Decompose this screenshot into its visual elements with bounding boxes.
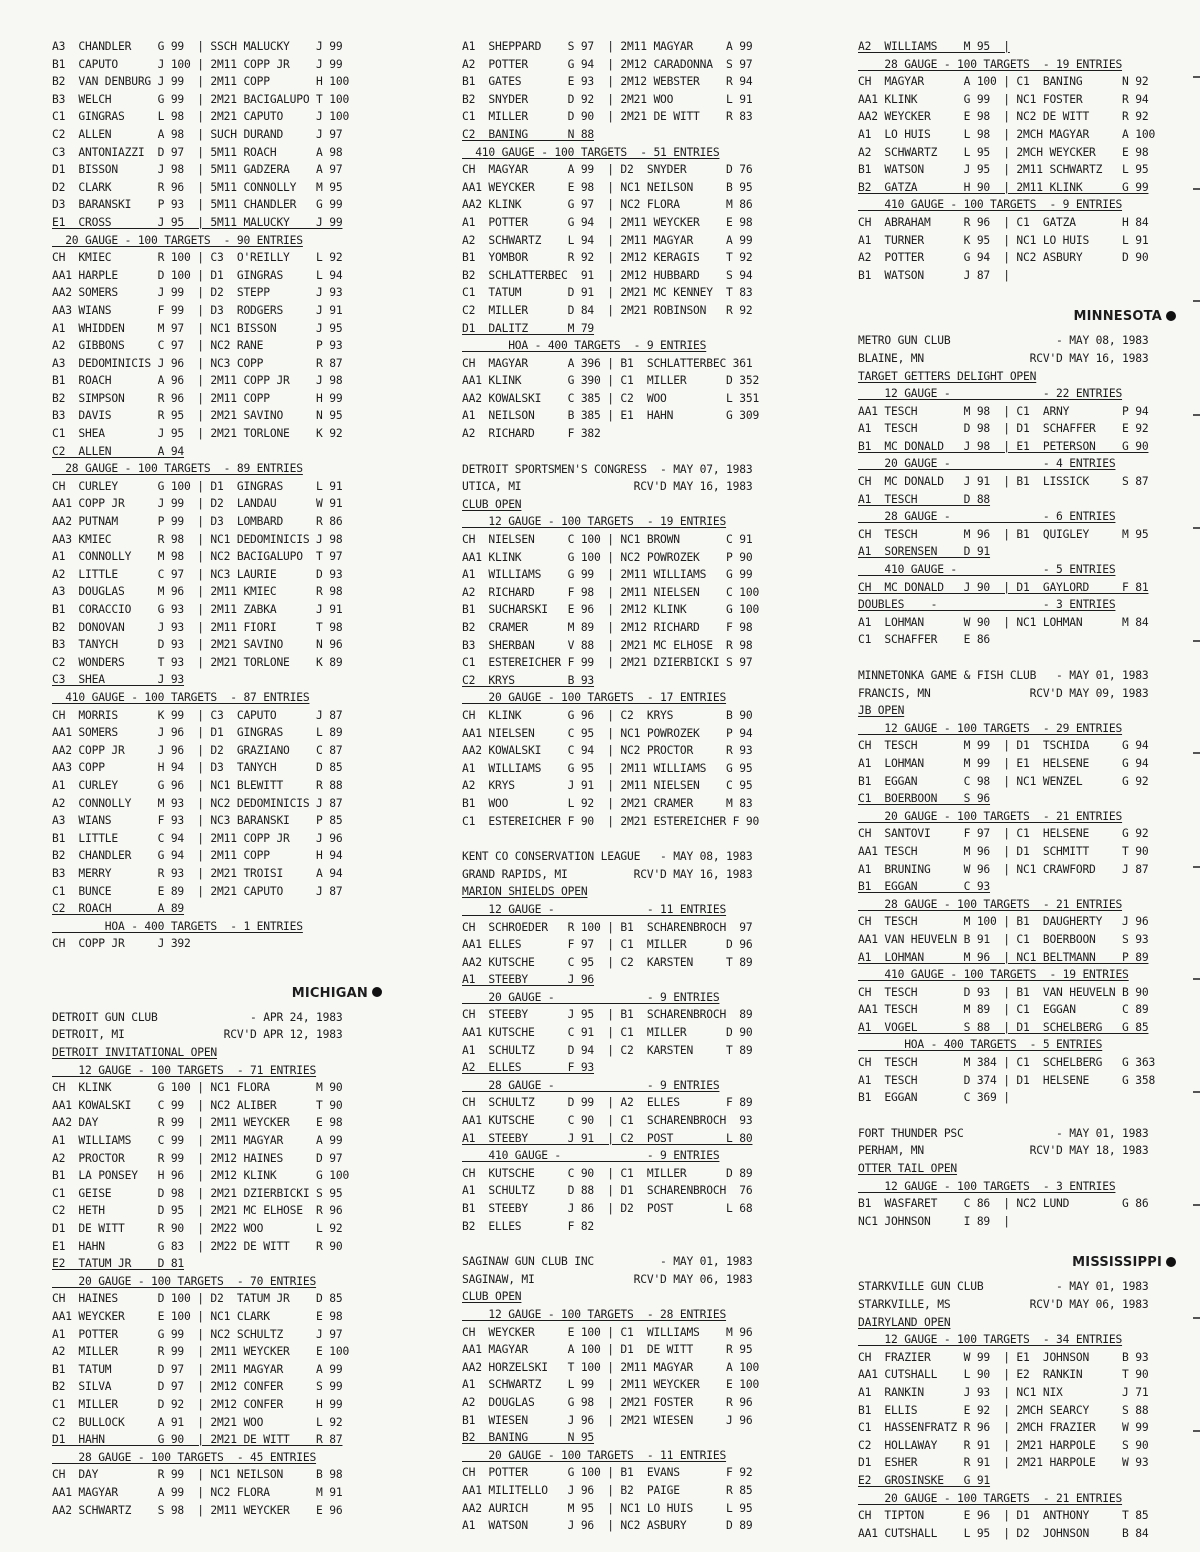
result-line: AA1 CUTSHALL L 90 | E2 RANKIN T 90 xyxy=(858,1368,1149,1382)
result-line: A1 TESCH D 88 xyxy=(858,492,991,506)
result-line: C2 WONDERS T 93 | 2M21 TORLONE K 89 xyxy=(52,655,343,669)
result-line: C1 SCHAFFER E 86 xyxy=(858,633,991,647)
result-line: B2 CHANDLER G 94 | 2M11 COPP H 94 xyxy=(52,849,343,863)
result-line: CH CURLEY G 100 | D1 GINGRAS L 91 xyxy=(52,479,343,493)
result-line: D3 BARANSKI P 93 | 5M11 CHANDLER G 99 xyxy=(52,198,343,212)
result-line: HOA - 400 TARGETS - 1 ENTRIES xyxy=(52,919,303,933)
result-line: CH TESCH M 99 | D1 TSCHIDA G 94 xyxy=(858,739,1149,753)
result-line: NC1 JOHNSON I 89 | xyxy=(858,1214,1010,1228)
result-line: AA2 HORZELSKI T 100 | 2M11 MAGYAR A 100 xyxy=(462,1360,760,1374)
result-line: AA2 KOWALSKI C 385 | C2 WOO L 351 xyxy=(462,391,760,405)
result-line: AA1 MAGYAR A 99 | NC2 FLORA M 91 xyxy=(52,1485,343,1499)
result-line: 12 GAUGE - 100 TARGETS - 19 ENTRIES xyxy=(462,515,727,529)
margin-tick xyxy=(1193,978,1200,980)
result-line: B2 SIMPSON R 96 | 2M11 COPP H 99 xyxy=(52,391,343,405)
result-line: AA1 COPP JR J 99 | D2 LANDAU W 91 xyxy=(52,497,343,511)
result-line: E1 HAHN G 83 | 2M22 DE WITT R 90 xyxy=(52,1239,343,1253)
margin-tick xyxy=(1193,640,1200,642)
result-line: A1 CONNOLLY M 98 | NC2 BACIGALUPO T 97 xyxy=(52,550,343,564)
result-line: SAGINAW, MI RCV'D MAY 06, 1983 xyxy=(462,1272,753,1286)
result-line: B1 WIESEN J 96 | 2M21 WIESEN J 96 xyxy=(462,1413,753,1427)
result-line: CH TESCH M 384 | C1 SCHELBERG G 363 xyxy=(858,1056,1156,1070)
result-line: CLUB OPEN xyxy=(462,1290,522,1304)
result-line: 12 GAUGE - 100 TARGETS - 28 ENTRIES xyxy=(462,1307,727,1321)
margin-tick xyxy=(1193,414,1200,416)
result-line: AA2 KOWALSKI C 94 | NC2 PROCTOR R 93 xyxy=(462,744,753,758)
result-line: A1 WATSON J 96 | NC2 ASBURY D 89 xyxy=(462,1519,753,1533)
result-line: A2 POTTER G 94 | NC2 ASBURY D 90 xyxy=(858,251,1149,265)
result-line: AA1 WEYCKER E 100 | NC1 CLARK E 98 xyxy=(52,1309,343,1323)
result-line: B1 EGGAN C 369 | xyxy=(858,1091,1010,1105)
result-line: AA1 KOWALSKI C 99 | NC2 ALIBER T 90 xyxy=(52,1098,343,1112)
result-line: A3 WIANS F 93 | NC3 BARANSKI P 85 xyxy=(52,814,343,828)
result-line: MINNETONKA GAME & FISH CLUB - MAY 01, 1983 xyxy=(858,669,1149,682)
results-block xyxy=(858,38,1176,284)
result-line: A1 TESCH D 374 | D1 HELSENE G 358 xyxy=(858,1073,1156,1087)
result-line: C2 ALLEN A 94 xyxy=(52,444,185,458)
club-block xyxy=(462,461,792,830)
result-line: C1 GINGRAS L 98 | 2M21 CAPUTO J 100 xyxy=(52,110,350,124)
result-line: DOUBLES - - 3 ENTRIES xyxy=(858,598,1116,612)
result-line: D1 DE WITT R 90 | 2M22 WOO L 92 xyxy=(52,1222,343,1235)
result-line: C1 GEISE D 98 | 2M21 DZIERBICKI S 95 xyxy=(52,1186,343,1200)
result-line: CLUB OPEN xyxy=(462,497,522,511)
result-line: CH POTTER G 100 | B1 EVANS F 92 xyxy=(462,1466,753,1480)
result-line: AA1 KLINK G 100 | NC2 POWROZEK P 90 xyxy=(462,550,753,564)
result-line: C1 BOERBOON S 96 xyxy=(858,792,991,806)
result-line: B1 MC DONALD J 98 | E1 PETERSON G 90 xyxy=(858,439,1149,453)
result-line: A2 MILLER R 99 | 2M11 WEYCKER E 100 xyxy=(52,1345,350,1359)
margin-tick xyxy=(1193,1430,1200,1432)
result-line: AA1 KLINK G 99 | NC1 FOSTER R 94 xyxy=(858,92,1149,106)
result-line: STARKVILLE GUN CLUB - MAY 01, 1983 xyxy=(858,1280,1149,1294)
result-line: A1 STEEBY J 91 | C2 POST L 80 xyxy=(462,1131,753,1145)
club-block xyxy=(52,1009,382,1519)
club-block xyxy=(858,667,1176,1107)
margin-tick xyxy=(1193,300,1200,302)
result-line: DETROIT GUN CLUB - APR 24, 1983 xyxy=(52,1010,343,1024)
result-line: 28 GAUGE - 100 TARGETS - 21 ENTRIES xyxy=(858,897,1123,911)
result-line: B2 SILVA D 97 | 2M12 CONFER S 99 xyxy=(52,1380,343,1394)
club-block xyxy=(462,1253,792,1535)
result-line: CH KUTSCHE C 90 | C1 MILLER D 89 xyxy=(462,1166,753,1180)
result-line: AA1 KUTSCHE C 91 | C1 MILLER D 90 xyxy=(462,1026,753,1040)
result-line: B3 WELCH G 99 | 2M21 BACIGALUPO T 100 xyxy=(52,92,350,106)
result-line: B1 WATSON J 87 | xyxy=(858,268,1010,282)
result-line: A1 NEILSON B 385 | E1 HAHN G 309 xyxy=(462,409,760,423)
bullet-icon xyxy=(372,987,382,997)
result-line: CH HAINES D 100 | D2 TATUM JR D 85 xyxy=(52,1292,343,1306)
result-line: A2 SCHWARTZ L 95 | 2MCH WEYCKER E 98 xyxy=(858,145,1149,159)
result-line: UTICA, MI RCV'D MAY 16, 1983 xyxy=(462,480,753,494)
result-line: C2 HETH D 95 | 2M21 MC ELHOSE R 96 xyxy=(52,1204,343,1218)
result-line: AA1 HARPLE D 100 | D1 GINGRAS L 94 xyxy=(52,268,343,282)
result-line: CH NIELSEN C 100 | NC1 BROWN C 91 xyxy=(462,533,753,547)
result-line: CH MC DONALD J 91 | B1 LISSICK S 87 xyxy=(858,475,1149,489)
column-right xyxy=(858,38,1176,1542)
result-line: B1 LA PONSEY H 96 | 2M12 KLINK G 100 xyxy=(52,1169,350,1183)
result-line: B1 TATUM D 97 | 2M11 MAGYAR A 99 xyxy=(52,1362,343,1376)
result-line: CH SCHULTZ D 99 | A2 ELLES F 89 xyxy=(462,1096,753,1110)
result-line: FORT THUNDER PSC - MAY 01, 1983 xyxy=(858,1126,1149,1140)
result-line: C1 ESTEREICHER F 99 | 2M21 DZIERBICKI S 97 xyxy=(462,656,753,670)
result-line: AA1 MILITELLO J 96 | B2 PAIGE R 85 xyxy=(462,1483,753,1497)
result-line: 12 GAUGE - - 22 ENTRIES xyxy=(858,387,1123,401)
result-line: A3 CHANDLER G 99 | SSCH MALUCKY J 99 xyxy=(52,40,343,53)
result-line: B3 MERRY R 93 | 2M21 TROISI A 94 xyxy=(52,866,343,880)
margin-tick xyxy=(1193,527,1200,529)
result-line: 12 GAUGE - 100 TARGETS - 3 ENTRIES xyxy=(858,1179,1116,1193)
result-line: HOA - 400 TARGETS - 9 ENTRIES xyxy=(462,339,707,353)
result-line: AA1 KUTSCHE C 90 | C1 SCHARENBROCH 93 xyxy=(462,1114,753,1128)
result-line: C1 HASSENFRATZ R 96 | 2MCH FRAZIER W 99 xyxy=(858,1421,1149,1435)
result-line: AA2 COPP JR J 96 | D2 GRAZIANO C 87 xyxy=(52,743,343,757)
margin-tick xyxy=(1193,76,1200,78)
club-block xyxy=(858,332,1176,649)
result-line: FRANCIS, MN RCV'D MAY 09, 1983 xyxy=(858,686,1149,700)
result-line: 20 GAUGE - 100 TARGETS - 90 ENTRIES xyxy=(52,233,303,247)
result-line: AA2 SOMERS J 99 | D2 STEPP J 93 xyxy=(52,286,343,300)
result-line: CH COPP JR J 392 xyxy=(52,937,191,951)
result-line: B2 ELLES F 82 xyxy=(462,1219,595,1233)
result-line: METRO GUN CLUB - MAY 08, 1983 xyxy=(858,334,1149,348)
result-line: A1 LOHMAN M 96 | NC1 BELTMANN P 89 xyxy=(858,950,1149,964)
results-block xyxy=(52,38,382,953)
result-line: AA2 KLINK G 97 | NC2 FLORA M 86 xyxy=(462,198,753,212)
result-line: CH TESCH D 93 | B1 VAN HEUVELN B 90 xyxy=(858,985,1149,999)
result-line: B1 EGGAN C 93 xyxy=(858,880,991,894)
result-line: AA2 KUTSCHE C 95 | C2 KARSTEN T 89 xyxy=(462,955,753,969)
result-line: E2 GROSINSKE G 91 xyxy=(858,1473,991,1487)
result-line: AA1 MAGYAR A 100 | D1 DE WITT R 95 xyxy=(462,1343,753,1357)
result-line: A2 RICHARD F 382 xyxy=(462,427,601,441)
result-line: A1 VOGEL S 88 | D1 SCHELBERG G 85 xyxy=(858,1020,1149,1034)
result-line: AA3 COPP H 94 | D3 TANYCH D 85 xyxy=(52,761,343,775)
result-line: DAIRYLAND OPEN xyxy=(858,1315,951,1329)
result-line: CH MAGYAR A 396 | B1 SCHLATTERBEC 361 xyxy=(462,356,753,370)
result-line: AA1 ELLES F 97 | C1 MILLER D 96 xyxy=(462,938,753,952)
result-line: B2 GATZA H 90 | 2M11 KLINK G 99 xyxy=(858,180,1149,194)
result-line: 12 GAUGE - 100 TARGETS - 34 ENTRIES xyxy=(858,1333,1123,1347)
result-line: A1 CURLEY G 96 | NC1 BLEWITT R 88 xyxy=(52,778,343,792)
result-line: 28 GAUGE - - 6 ENTRIES xyxy=(858,510,1116,524)
result-line: D1 HAHN G 90 | 2M21 DE WITT R 87 xyxy=(52,1433,343,1447)
state-name: MISSISSIPPI xyxy=(1072,1255,1162,1271)
result-line: A1 LO HUIS L 98 | 2MCH MAGYAR A 100 xyxy=(858,127,1156,141)
result-line: 20 GAUGE - 100 TARGETS - 21 ENTRIES xyxy=(858,809,1123,823)
result-line: 20 GAUGE - - 4 ENTRIES xyxy=(858,457,1116,471)
result-line: 410 GAUGE - 100 TARGETS - 51 ENTRIES xyxy=(462,145,720,159)
result-line: B1 YOMBOR R 92 | 2M12 KERAGIS T 92 xyxy=(462,251,753,265)
result-line: CH DAY R 99 | NC1 NEILSON B 98 xyxy=(52,1468,343,1482)
result-line: AA1 TESCH M 98 | C1 ARNY P 94 xyxy=(858,404,1149,418)
state-name: MICHIGAN xyxy=(291,985,368,1001)
result-line: D1 ESHER R 91 | 2M21 HARPOLE W 93 xyxy=(858,1456,1149,1470)
result-line: CH STEEBY J 95 | B1 SCHARENBROCH 89 xyxy=(462,1008,753,1022)
result-line: AA2 PUTNAM P 99 | D3 LOMBARD R 86 xyxy=(52,515,343,529)
result-line: A2 POTTER G 94 | 2M12 CARADONNA S 97 xyxy=(462,57,753,71)
result-line: A1 SCHWARTZ L 99 | 2M11 WEYCKER E 100 xyxy=(462,1378,760,1392)
result-line: B1 WOO L 92 | 2M21 CRAMER M 83 xyxy=(462,796,753,810)
result-line: A1 SHEPPARD S 97 | 2M11 MAGYAR A 99 xyxy=(462,40,753,53)
result-line: A2 LITTLE C 97 | NC3 LAURIE D 93 xyxy=(52,567,343,581)
result-line: CH TESCH M 100 | B1 DAUGHERTY J 96 xyxy=(858,915,1149,929)
result-line: AA2 DAY R 99 | 2M11 WEYCKER E 98 xyxy=(52,1116,343,1130)
club-block xyxy=(462,848,792,1235)
result-line: A1 POTTER G 94 | 2M11 WEYCKER E 98 xyxy=(462,215,753,229)
result-line: AA1 TESCH M 96 | D1 SCHMITT T 90 xyxy=(858,844,1149,858)
result-line: 20 GAUGE - 100 TARGETS - 21 ENTRIES xyxy=(858,1491,1123,1505)
margin-tick xyxy=(1193,1317,1200,1319)
result-line: 410 GAUGE - - 5 ENTRIES xyxy=(858,563,1116,577)
result-line: A2 PROCTOR R 99 | 2M12 HAINES D 97 xyxy=(52,1151,343,1165)
result-line: AA3 WIANS F 99 | D3 RODGERS J 91 xyxy=(52,303,343,317)
result-line: CH WEYCKER E 100 | C1 WILLIAMS M 96 xyxy=(462,1325,753,1339)
bullet-icon xyxy=(1166,311,1176,321)
result-line: 28 GAUGE - - 9 ENTRIES xyxy=(462,1078,720,1092)
result-line: A1 SCHULTZ D 88 | D1 SCHARENBROCH 76 xyxy=(462,1184,753,1198)
result-line: A2 ELLES F 93 xyxy=(462,1061,595,1075)
result-line: A1 WILLIAMS G 99 | 2M11 WILLIAMS G 99 xyxy=(462,568,753,582)
margin-tick xyxy=(1193,752,1200,754)
result-line: AA1 KLINK G 390 | C1 MILLER D 352 xyxy=(462,374,760,388)
result-line: D1 BISSON J 98 | 5M11 GADZERA A 97 xyxy=(52,163,343,177)
result-line: A1 WHIDDEN M 97 | NC1 BISSON J 95 xyxy=(52,321,343,335)
result-line: A1 WILLIAMS G 95 | 2M11 WILLIAMS G 95 xyxy=(462,761,753,775)
result-line: C1 MILLER D 92 | 2M12 CONFER H 99 xyxy=(52,1397,343,1411)
result-line: C1 BUNCE E 89 | 2M21 CAPUTO J 87 xyxy=(52,884,343,898)
result-line: A1 POTTER G 99 | NC2 SCHULTZ J 97 xyxy=(52,1327,343,1341)
result-line: A3 DOUGLAS M 96 | 2M11 KMIEC R 98 xyxy=(52,585,343,599)
result-line: AA3 KMIEC R 98 | NC1 DEDOMINICIS J 98 xyxy=(52,532,343,546)
result-line: AA1 SOMERS J 96 | D1 GINGRAS L 89 xyxy=(52,726,343,740)
result-line: B2 CRAMER M 89 | 2M12 RICHARD F 98 xyxy=(462,621,753,634)
result-line: 410 GAUGE - 100 TARGETS - 87 ENTRIES xyxy=(52,690,310,704)
result-line: C2 MILLER D 84 | 2M21 ROBINSON R 92 xyxy=(462,303,753,317)
result-line: B3 SHERBAN V 88 | 2M21 MC ELHOSE R 98 xyxy=(462,638,753,652)
result-line: C2 HOLLAWAY R 91 | 2M21 HARPOLE S 90 xyxy=(858,1438,1149,1452)
result-line: A2 SCHWARTZ L 94 | 2M11 MAGYAR A 99 xyxy=(462,233,753,247)
margin-tick xyxy=(1193,1204,1200,1206)
result-line: GRAND RAPIDS, MI RCV'D MAY 16, 1983 xyxy=(462,867,753,881)
result-line: C1 ESTEREICHER F 90 | 2M21 ESTEREICHER F 90 xyxy=(462,814,760,828)
result-line: D1 DALITZ M 79 xyxy=(462,321,595,335)
result-line: C2 KRYS B 93 xyxy=(462,673,595,687)
result-line: 12 GAUGE - 100 TARGETS - 29 ENTRIES xyxy=(858,721,1123,735)
result-line: 410 GAUGE - 100 TARGETS - 9 ENTRIES xyxy=(858,198,1123,212)
result-line: CH SCHROEDER R 100 | B1 SCHARENBROCH 97 xyxy=(462,920,753,934)
result-line: C1 SHEA J 95 | 2M21 TORLONE K 92 xyxy=(52,427,343,441)
result-line: CH FRAZIER W 99 | E1 JOHNSON B 93 xyxy=(858,1350,1149,1364)
result-line: B1 ELLIS E 92 | 2MCH SEARCY S 88 xyxy=(858,1403,1149,1417)
margin-tick xyxy=(1193,866,1200,868)
result-line: MARION SHIELDS OPEN xyxy=(462,885,588,899)
result-line: JB OPEN xyxy=(858,704,905,718)
result-line: 28 GAUGE - 100 TARGETS - 19 ENTRIES xyxy=(858,57,1123,71)
result-line: CH TIPTON E 96 | D1 ANTHONY T 85 xyxy=(858,1509,1149,1523)
results-block xyxy=(462,38,792,443)
result-line: AA2 WEYCKER E 98 | NC2 DE WITT R 92 xyxy=(858,110,1149,124)
result-line: E2 TATUM JR D 81 xyxy=(52,1257,185,1271)
result-line: DETROIT INVITATIONAL OPEN xyxy=(52,1046,218,1060)
result-line: A2 WILLIAMS M 95 | xyxy=(858,40,1010,53)
result-line: A1 TESCH D 98 | D1 SCHAFFER E 92 xyxy=(858,422,1149,436)
result-line: HOA - 400 TARGETS - 5 ENTRIES xyxy=(858,1038,1103,1052)
result-line: D2 CLARK R 96 | 5M11 CONNOLLY M 95 xyxy=(52,180,343,194)
result-line: AA1 WEYCKER E 98 | NC1 NEILSON B 95 xyxy=(462,180,753,194)
column-left xyxy=(52,38,382,1519)
result-line: CH KMIEC R 100 | C3 O'REILLY L 92 xyxy=(52,251,343,265)
result-line: AA1 TESCH M 89 | C1 EGGAN C 89 xyxy=(858,1003,1149,1017)
result-line: BLAINE, MN RCV'D MAY 16, 1983 xyxy=(858,351,1149,365)
result-line: B1 SUCHARSKI E 96 | 2M12 KLINK G 100 xyxy=(462,603,760,617)
result-line: B3 DAVIS R 95 | 2M21 SAVINO N 95 xyxy=(52,409,343,423)
result-line: A1 SORENSEN D 91 xyxy=(858,545,991,559)
result-line: CH MAGYAR A 99 | D2 SNYDER D 76 xyxy=(462,163,753,177)
result-line: 12 GAUGE - - 11 ENTRIES xyxy=(462,902,727,916)
result-line: B1 LITTLE C 94 | 2M11 COPP JR J 96 xyxy=(52,831,343,845)
result-line: 12 GAUGE - 100 TARGETS - 71 ENTRIES xyxy=(52,1063,317,1077)
result-line: A1 STEEBY J 96 xyxy=(462,973,595,987)
result-line: 20 GAUGE - 100 TARGETS - 11 ENTRIES xyxy=(462,1448,727,1462)
result-line: AA1 NIELSEN C 95 | NC1 POWROZEK P 94 xyxy=(462,726,753,740)
result-line: KENT CO CONSERVATION LEAGUE - MAY 08, 1983 xyxy=(462,850,753,864)
result-line: B1 GATES E 93 | 2M12 WEBSTER R 94 xyxy=(462,75,753,89)
result-line: TARGET GETTERS DELIGHT OPEN xyxy=(858,369,1037,383)
state-heading-minnesota xyxy=(858,302,1176,332)
result-line: C2 ROACH A 89 xyxy=(52,902,185,916)
result-line: CH TESCH M 96 | B1 QUIGLEY M 95 xyxy=(858,527,1149,541)
result-line: STARKVILLE, MS RCV'D MAY 06, 1983 xyxy=(858,1298,1149,1311)
bullet-icon xyxy=(1166,1257,1176,1267)
result-line: B1 ROACH A 96 | 2M11 COPP JR J 98 xyxy=(52,374,343,388)
result-line: CH MORRIS K 99 | C3 CAPUTO J 87 xyxy=(52,708,343,722)
result-line: B1 EGGAN C 98 | NC1 WENZEL G 92 xyxy=(858,774,1149,788)
result-line: B2 SCHLATTERBEC 91 | 2M12 HUBBARD S 94 xyxy=(462,268,753,282)
margin-tick xyxy=(1193,1091,1200,1093)
result-line: A2 KRYS J 91 | 2M11 NIELSEN C 95 xyxy=(462,779,753,793)
result-line: A1 LOHMAN W 90 | NC1 LOHMAN M 84 xyxy=(858,615,1149,629)
column-middle xyxy=(462,38,792,1535)
result-line: A1 WILLIAMS C 99 | 2M11 MAGYAR A 99 xyxy=(52,1134,343,1148)
result-line: B1 CAPUTO J 100 | 2M11 COPP JR J 99 xyxy=(52,57,343,71)
result-line: B2 BANING N 95 xyxy=(462,1431,595,1445)
result-line: CH ABRAHAM R 96 | C1 GATZA H 84 xyxy=(858,215,1149,229)
state-heading-mississippi xyxy=(858,1248,1176,1278)
result-line: B2 VAN DENBURG J 99 | 2M11 COPP H 100 xyxy=(52,75,350,89)
result-line: CH KLINK G 100 | NC1 FLORA M 90 xyxy=(52,1081,343,1095)
result-line: AA1 CUTSHALL L 95 | D2 JOHNSON B 84 xyxy=(858,1526,1149,1540)
result-line: A1 BRUNING W 96 | NC1 CRAWFORD J 87 xyxy=(858,862,1149,876)
result-line: CH MC DONALD J 90 | D1 GAYLORD F 81 xyxy=(858,580,1149,594)
result-line: DETROIT, MI RCV'D APR 12, 1983 xyxy=(52,1028,343,1042)
result-line: E1 CROSS J 95 | 5M11 MALUCKY J 99 xyxy=(52,215,343,229)
result-line: C1 TATUM D 91 | 2M21 MC KENNEY T 83 xyxy=(462,286,753,300)
result-line: B1 STEEBY J 86 | D2 POST L 68 xyxy=(462,1202,753,1215)
result-line: B2 DONOVAN J 93 | 2M11 FIORI T 98 xyxy=(52,620,343,634)
result-line: SAGINAW GUN CLUB INC - MAY 01, 1983 xyxy=(462,1255,753,1269)
result-line: 20 GAUGE - - 9 ENTRIES xyxy=(462,990,720,1004)
result-line: DETROIT SPORTSMEN'S CONGRESS - MAY 07, 1983 xyxy=(462,462,753,476)
club-block xyxy=(858,1125,1176,1231)
result-line: PERHAM, MN RCV'D MAY 18, 1983 xyxy=(858,1144,1149,1158)
result-line: C2 ALLEN A 98 | SUCH DURAND J 97 xyxy=(52,127,343,141)
result-line: CH MAGYAR A 100 | C1 BANING N 92 xyxy=(858,75,1149,89)
result-line: B1 WATSON J 95 | 2M11 SCHWARTZ L 95 xyxy=(858,163,1149,177)
result-line: A1 LOHMAN M 99 | E1 HELSENE G 94 xyxy=(858,756,1149,770)
result-line: 28 GAUGE - 100 TARGETS - 45 ENTRIES xyxy=(52,1450,317,1464)
result-line: A3 DEDOMINICIS J 96 | NC3 COPP R 87 xyxy=(52,356,343,370)
state-name: MINNESOTA xyxy=(1073,309,1162,325)
result-line: B3 TANYCH D 93 | 2M21 SAVINO N 96 xyxy=(52,638,343,652)
result-line: CH SANTOVI F 97 | C1 HELSENE G 92 xyxy=(858,827,1149,841)
result-line: B1 WASFARET C 86 | NC2 LUND G 86 xyxy=(858,1197,1149,1211)
result-line: B2 SNYDER D 92 | 2M21 WOO L 91 xyxy=(462,92,753,106)
result-line: A2 GIBBONS C 97 | NC2 RANE P 93 xyxy=(52,339,343,353)
result-line: 410 GAUGE - 100 TARGETS - 19 ENTRIES xyxy=(858,968,1129,982)
result-line: B1 CORACCIO G 93 | 2M11 ZABKA J 91 xyxy=(52,603,343,616)
margin-tick xyxy=(1193,188,1200,190)
result-line: 20 GAUGE - 100 TARGETS - 70 ENTRIES xyxy=(52,1274,317,1288)
result-line: 20 GAUGE - 100 TARGETS - 17 ENTRIES xyxy=(462,691,727,705)
result-line: A1 SCHULTZ D 94 | C2 KARSTEN T 89 xyxy=(462,1043,753,1057)
result-line: C3 SHEA J 93 xyxy=(52,673,185,687)
result-line: C3 ANTONIAZZI D 97 | 5M11 ROACH A 98 xyxy=(52,145,343,159)
result-line: A1 RANKIN J 93 | NC1 NIX J 71 xyxy=(858,1385,1149,1399)
result-line: C1 MILLER D 90 | 2M21 DE WITT R 83 xyxy=(462,110,753,124)
result-line: 28 GAUGE - 100 TARGETS - 89 ENTRIES xyxy=(52,462,303,476)
result-line: A2 RICHARD F 98 | 2M11 NIELSEN C 100 xyxy=(462,585,760,599)
result-line: AA2 AURICH M 95 | NC1 LO HUIS L 95 xyxy=(462,1501,753,1515)
result-line: AA1 VAN HEUVELN B 91 | C1 BOERBOON S 93 xyxy=(858,932,1149,946)
result-line: A2 CONNOLLY M 93 | NC2 DEDOMINICIS J 87 xyxy=(52,796,343,810)
result-line: AA2 SCHWARTZ S 98 | 2M11 WEYCKER E 96 xyxy=(52,1503,343,1517)
state-heading-michigan xyxy=(52,979,382,1009)
result-line: A1 TURNER K 95 | NC1 LO HUIS L 91 xyxy=(858,233,1149,247)
result-line: A2 DOUGLAS G 98 | 2M21 FOSTER R 96 xyxy=(462,1395,753,1409)
result-line: 410 GAUGE - - 9 ENTRIES xyxy=(462,1149,720,1163)
result-line: C2 BANING N 88 xyxy=(462,127,595,141)
result-line: CH KLINK G 96 | C2 KRYS B 90 xyxy=(462,708,753,722)
result-line: OTTER TAIL OPEN xyxy=(858,1162,958,1176)
club-block xyxy=(858,1278,1176,1542)
result-line: C2 BULLOCK A 91 | 2M21 WOO L 92 xyxy=(52,1415,343,1429)
